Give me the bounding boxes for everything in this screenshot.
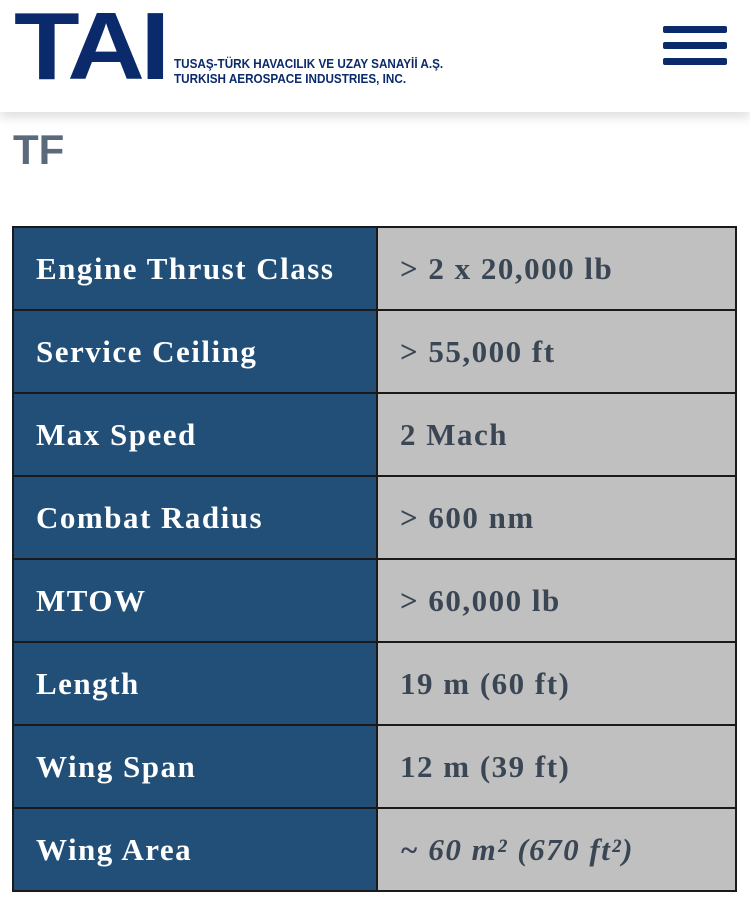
menu-bar [663, 58, 727, 65]
company-name-english: TURKISH AEROSPACE INDUSTRIES, INC. [173, 71, 406, 86]
table-row [13, 476, 736, 559]
spec-label: Wing Span [13, 725, 377, 808]
site-header [0, 0, 750, 112]
spec-value: > 60,000 lb [377, 559, 736, 642]
spec-label: Combat Radius [13, 476, 377, 559]
spec-label: MTOW [13, 559, 377, 642]
logo-mark: TAI [14, 0, 166, 100]
table-row [13, 642, 736, 725]
spec-value: 2 Mach [377, 393, 736, 476]
spec-value: > 600 nm [377, 476, 736, 559]
spec-value: 19 m (60 ft) [377, 642, 736, 725]
table-row [13, 393, 736, 476]
logo-company-name [174, 56, 443, 86]
table-row [13, 310, 736, 393]
spec-value: 12 m (39 ft) [377, 725, 736, 808]
menu-bar [663, 42, 727, 49]
tai-logo[interactable] [14, 0, 473, 100]
page-title: TF [13, 126, 65, 173]
company-name-turkish: TUSAŞ-TÜRK HAVACILIK VE UZAY SANAYİİ A.Ş. [173, 56, 443, 71]
hamburger-menu-icon[interactable] [660, 22, 730, 70]
table-row [13, 227, 736, 310]
table-row [13, 725, 736, 808]
spec-label: Service Ceiling [13, 310, 377, 393]
spec-value: ~ 60 m² (670 ft²) [377, 808, 736, 891]
spec-label: Wing Area [13, 808, 377, 891]
menu-bar [663, 26, 727, 33]
specifications-table [12, 226, 737, 892]
spec-label: Length [13, 642, 377, 725]
table-row [13, 559, 736, 642]
table-row [13, 808, 736, 891]
spec-label: Max Speed [13, 393, 377, 476]
spec-value: > 55,000 ft [377, 310, 736, 393]
spec-value: > 2 x 20,000 lb [377, 227, 736, 310]
spec-label: Engine Thrust Class [13, 227, 377, 310]
